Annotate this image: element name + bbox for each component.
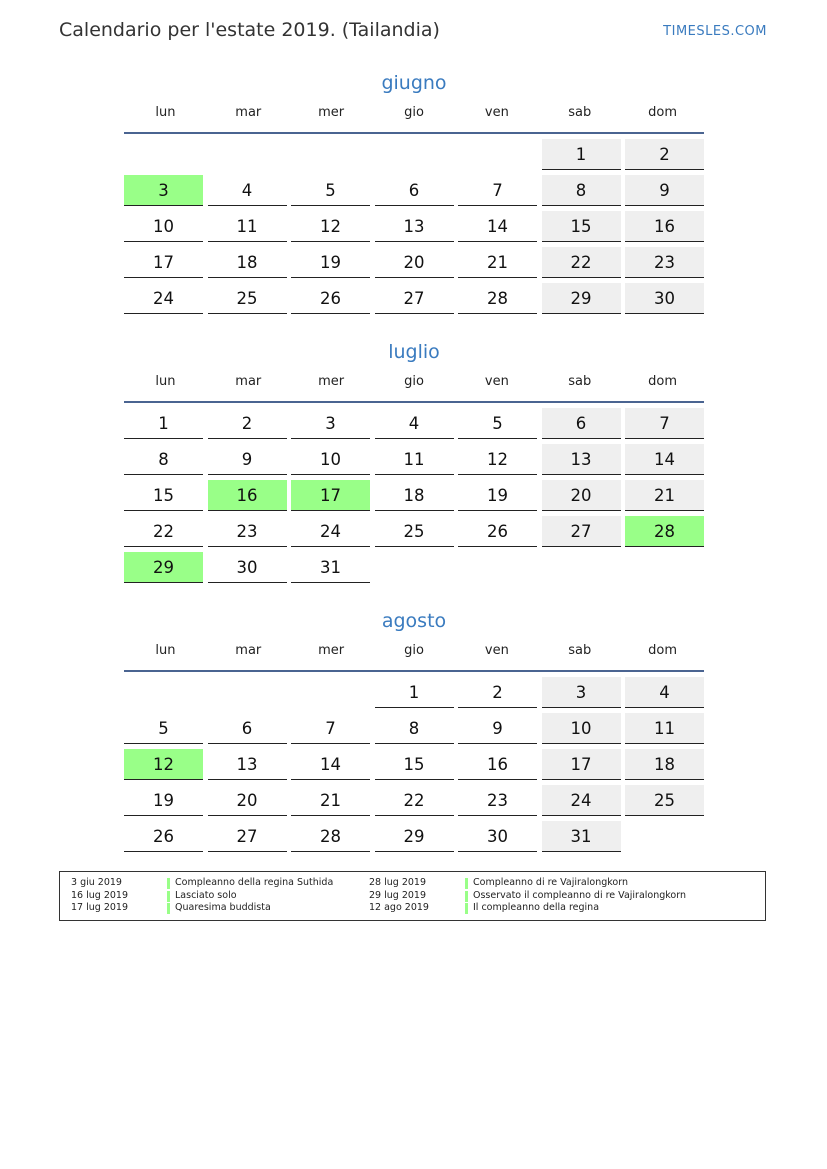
weekday-label: mar — [235, 374, 262, 389]
day-cell: 27 — [542, 516, 621, 547]
day-cell: 3 — [291, 408, 370, 439]
day-cell: 10 — [291, 444, 370, 475]
legend-holiday-name: Lasciato solo — [175, 889, 237, 901]
day-cell: 10 — [542, 713, 621, 744]
day-cell: 21 — [625, 480, 704, 511]
legend-item — [60, 902, 271, 915]
legend-date: 12 ago 2019 — [369, 902, 429, 913]
weekday-label: sab — [568, 374, 592, 389]
day-cell: 4 — [208, 175, 287, 206]
weekday-label: mer — [318, 105, 345, 120]
day-cell: 12 — [458, 444, 537, 475]
holiday-day-cell: 17 — [291, 480, 370, 511]
empty-cell — [375, 139, 454, 170]
day-cell: 25 — [625, 785, 704, 816]
weekday-label: gio — [404, 105, 424, 120]
day-cell: 9 — [458, 713, 537, 744]
day-cell: 20 — [375, 247, 454, 278]
day-cell: 27 — [208, 821, 287, 852]
day-cell: 1 — [124, 408, 203, 439]
day-cell: 4 — [375, 408, 454, 439]
day-cell: 10 — [124, 211, 203, 242]
day-cell: 15 — [375, 749, 454, 780]
legend-holiday-name: Osservato il compleanno di re Vajiralongkorn — [473, 889, 687, 901]
weekday-label: gio — [404, 374, 424, 389]
legend-holiday-name: Compleanno di re Vajiralongkorn — [473, 877, 628, 888]
empty-cell — [625, 552, 704, 583]
day-cell: 29 — [375, 821, 454, 852]
day-cell: 9 — [208, 444, 287, 475]
empty-cell — [542, 552, 621, 583]
holiday-marker-icon — [465, 878, 468, 889]
legend-date: 29 lug 2019 — [369, 889, 426, 901]
empty-cell — [124, 139, 203, 170]
day-cell: 30 — [208, 552, 287, 583]
day-cell: 5 — [458, 408, 537, 439]
month-giugno — [124, 68, 704, 314]
day-cell: 16 — [625, 211, 704, 242]
day-cell: 21 — [291, 785, 370, 816]
day-cell: 7 — [291, 713, 370, 744]
legend-date: 28 lug 2019 — [369, 877, 426, 888]
empty-cell — [458, 552, 537, 583]
weekday-label: gio — [404, 643, 424, 658]
day-cell: 23 — [208, 516, 287, 547]
day-cell: 9 — [625, 175, 704, 206]
day-cell: 4 — [625, 677, 704, 708]
holiday-marker-icon — [167, 903, 170, 914]
legend-item — [358, 902, 599, 915]
weekday-label: mer — [318, 374, 345, 389]
day-cell: 17 — [124, 247, 203, 278]
day-cell: 18 — [625, 749, 704, 780]
weekday-label: lun — [155, 374, 176, 389]
day-cell: 25 — [375, 516, 454, 547]
empty-cell — [124, 677, 203, 708]
holiday-day-cell: 16 — [208, 480, 287, 511]
day-cell: 20 — [542, 480, 621, 511]
day-grid — [124, 408, 704, 583]
site-link[interactable]: TIMESLES.COM — [663, 24, 767, 39]
day-cell: 12 — [291, 211, 370, 242]
day-cell: 8 — [124, 444, 203, 475]
day-cell: 30 — [625, 283, 704, 314]
day-cell: 19 — [458, 480, 537, 511]
day-cell: 11 — [375, 444, 454, 475]
empty-cell — [458, 139, 537, 170]
day-cell: 6 — [375, 175, 454, 206]
empty-cell — [208, 139, 287, 170]
legend-item — [60, 877, 333, 890]
legend-item — [358, 877, 628, 890]
day-cell: 28 — [291, 821, 370, 852]
day-cell: 25 — [208, 283, 287, 314]
day-cell: 20 — [208, 785, 287, 816]
weekday-label: dom — [648, 643, 678, 658]
empty-cell — [291, 139, 370, 170]
day-cell: 19 — [124, 785, 203, 816]
day-cell: 22 — [542, 247, 621, 278]
legend-date: 3 giu 2019 — [71, 877, 122, 888]
day-cell: 14 — [625, 444, 704, 475]
holiday-day-cell: 28 — [625, 516, 704, 547]
holiday-legend — [59, 871, 766, 921]
day-cell: 2 — [625, 139, 704, 170]
month-name: agosto — [381, 610, 447, 632]
weekday-label: lun — [155, 105, 176, 120]
legend-item — [60, 890, 237, 903]
weekday-label: mar — [235, 105, 262, 120]
month-name: luglio — [388, 341, 440, 363]
day-cell: 15 — [124, 480, 203, 511]
legend-date: 17 lug 2019 — [71, 902, 128, 913]
month-luglio — [124, 337, 704, 583]
day-cell: 21 — [458, 247, 537, 278]
day-cell: 26 — [458, 516, 537, 547]
legend-item — [358, 890, 686, 903]
day-cell: 8 — [375, 713, 454, 744]
day-cell: 15 — [542, 211, 621, 242]
day-cell: 24 — [291, 516, 370, 547]
month-agosto — [124, 606, 704, 852]
day-cell: 8 — [542, 175, 621, 206]
legend-holiday-name: Compleanno della regina Suthida — [175, 877, 334, 888]
empty-cell — [375, 552, 454, 583]
day-cell: 1 — [542, 139, 621, 170]
weekday-label: dom — [648, 105, 678, 120]
day-cell: 27 — [375, 283, 454, 314]
day-cell: 2 — [458, 677, 537, 708]
holiday-marker-icon — [465, 903, 468, 914]
day-cell: 2 — [208, 408, 287, 439]
month-name: giugno — [381, 72, 447, 94]
weekday-label: ven — [484, 374, 509, 389]
day-cell: 6 — [542, 408, 621, 439]
holiday-day-cell: 29 — [124, 552, 203, 583]
day-cell: 16 — [458, 749, 537, 780]
legend-holiday-name: Quaresima buddista — [175, 902, 271, 913]
weekday-header — [124, 104, 704, 134]
holiday-marker-icon — [167, 878, 170, 889]
holiday-day-cell: 12 — [124, 749, 203, 780]
day-cell: 22 — [375, 785, 454, 816]
holiday-marker-icon — [167, 891, 170, 902]
empty-cell — [291, 677, 370, 708]
day-cell: 24 — [542, 785, 621, 816]
day-cell: 13 — [208, 749, 287, 780]
day-cell: 28 — [458, 283, 537, 314]
day-cell: 31 — [542, 821, 621, 852]
day-cell: 23 — [625, 247, 704, 278]
page-title: Calendario per l'estate 2019. (Tailandia) — [59, 19, 440, 41]
weekday-label: mer — [318, 643, 345, 658]
weekday-label: mar — [235, 643, 262, 658]
day-cell: 13 — [542, 444, 621, 475]
day-cell: 13 — [375, 211, 454, 242]
day-cell: 11 — [208, 211, 287, 242]
weekday-label: ven — [484, 105, 509, 120]
day-grid — [124, 677, 704, 852]
weekday-label: ven — [484, 643, 509, 658]
day-cell: 31 — [291, 552, 370, 583]
day-cell: 17 — [542, 749, 621, 780]
empty-cell — [625, 821, 704, 852]
day-cell: 23 — [458, 785, 537, 816]
day-cell: 26 — [291, 283, 370, 314]
day-cell: 18 — [208, 247, 287, 278]
day-cell: 5 — [291, 175, 370, 206]
day-cell: 24 — [124, 283, 203, 314]
day-cell: 29 — [542, 283, 621, 314]
day-cell: 5 — [124, 713, 203, 744]
day-cell: 7 — [458, 175, 537, 206]
legend-date: 16 lug 2019 — [71, 889, 128, 901]
empty-cell — [208, 677, 287, 708]
weekday-label: dom — [648, 374, 678, 389]
weekday-header — [124, 642, 704, 672]
day-grid — [124, 139, 704, 314]
day-cell: 30 — [458, 821, 537, 852]
legend-holiday-name: Il compleanno della regina — [473, 902, 600, 913]
weekday-label: sab — [568, 643, 592, 658]
day-cell: 22 — [124, 516, 203, 547]
day-cell: 14 — [291, 749, 370, 780]
day-cell: 6 — [208, 713, 287, 744]
day-cell: 26 — [124, 821, 203, 852]
weekday-header — [124, 373, 704, 403]
day-cell: 19 — [291, 247, 370, 278]
day-cell: 3 — [542, 677, 621, 708]
holiday-day-cell: 3 — [124, 175, 203, 206]
weekday-label: sab — [568, 105, 592, 120]
day-cell: 1 — [375, 677, 454, 708]
day-cell: 7 — [625, 408, 704, 439]
day-cell: 11 — [625, 713, 704, 744]
day-cell: 18 — [375, 480, 454, 511]
holiday-marker-icon — [465, 891, 468, 902]
day-cell: 14 — [458, 211, 537, 242]
weekday-label: lun — [155, 643, 176, 658]
